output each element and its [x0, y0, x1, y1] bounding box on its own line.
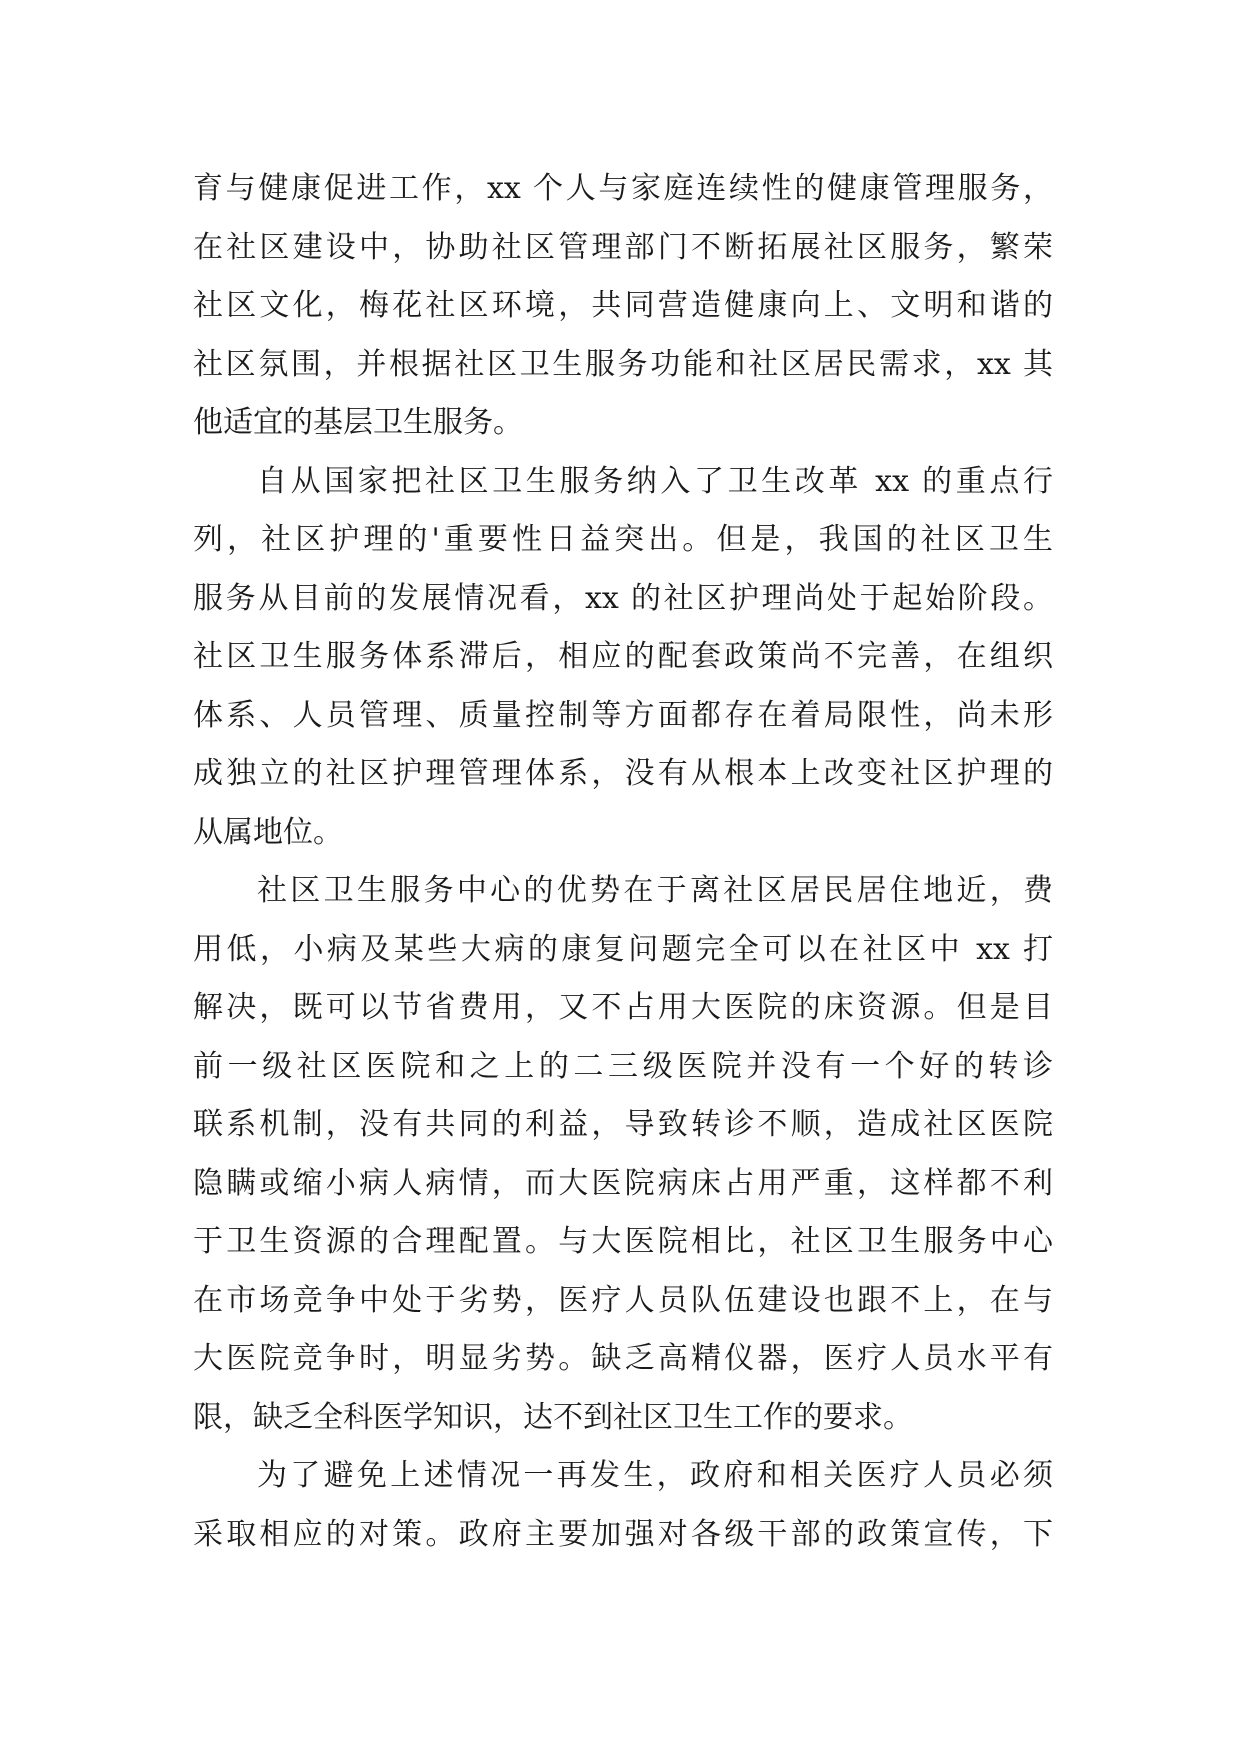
- text-line: 限，缺乏全科医学知识，达不到社区卫生工作的要求。: [193, 1399, 913, 1435]
- text-line: 社区卫生服务体系滞后，相应的配套政策尚不完善，在组织: [193, 639, 1053, 674]
- text-line: 前一级社区医院和之上的二三级医院并没有一个好的转诊: [193, 1048, 1053, 1084]
- text-line: 体系、人员管理、质量控制等方面都存在着局限性，尚未形: [193, 697, 1053, 733]
- text-line: 在社区建设中，协助社区管理部门不断拓展社区服务，繁荣: [193, 229, 1053, 265]
- text-line: 用低，小病及某些大病的康复问题完全可以在社区中 xx 打: [193, 931, 1053, 967]
- text-line: 为了避免上述情况一再发生，政府和相关医疗人员必须: [257, 1458, 1053, 1493]
- text-line: 在市场竞争中处于劣势，医疗人员队伍建设也跟不上，在与: [193, 1282, 1053, 1318]
- paragraph-2: [193, 453, 1053, 863]
- text-line: 采取相应的对策。政府主要加强对各级干部的政策宣传，下: [193, 1516, 1053, 1552]
- text-line: 列，社区护理的'重要性日益突出。但是，我国的社区卫生: [193, 522, 1053, 557]
- text-line: 解决，既可以节省费用，又不占用大医院的床资源。但是目: [193, 990, 1053, 1025]
- text-line: 他适宜的基层卫生服务。: [193, 405, 523, 440]
- paragraph-4: [193, 1447, 1053, 1564]
- text-line: 服务从目前的发展情况看，xx 的社区护理尚处于起始阶段。: [193, 580, 1053, 616]
- text-line: 隐瞒或缩小病人病情，而大医院病床占用严重，这样都不利: [193, 1165, 1053, 1201]
- text-line: 社区卫生服务中心的优势在于离社区居民居住地近，费: [257, 873, 1053, 908]
- text-line: 联系机制，没有共同的利益，导致转诊不顺，造成社区医院: [193, 1107, 1053, 1142]
- text-line: 自从国家把社区卫生服务纳入了卫生改革 xx 的重点行: [257, 463, 1053, 499]
- text-line: 育与健康促进工作，xx 个人与家庭连续性的健康管理服务，: [193, 171, 1053, 206]
- text-line: 从属地位。: [193, 814, 343, 850]
- text-line: 大医院竞争时，明显劣势。缺乏高精仪器，医疗人员水平有: [193, 1341, 1053, 1376]
- text-line: 社区氛围，并根据社区卫生服务功能和社区居民需求，xx 其: [193, 346, 1053, 382]
- text-line: 成独立的社区护理管理体系，没有从根本上改变社区护理的: [193, 756, 1053, 791]
- text-line: 社区文化，梅花社区环境，共同营造健康向上、文明和谐的: [193, 288, 1053, 323]
- document-page: [193, 160, 1053, 1564]
- text-line: 于卫生资源的合理配置。与大医院相比，社区卫生服务中心: [193, 1224, 1053, 1259]
- paragraph-3: [193, 862, 1053, 1447]
- paragraph-1: [193, 160, 1053, 453]
